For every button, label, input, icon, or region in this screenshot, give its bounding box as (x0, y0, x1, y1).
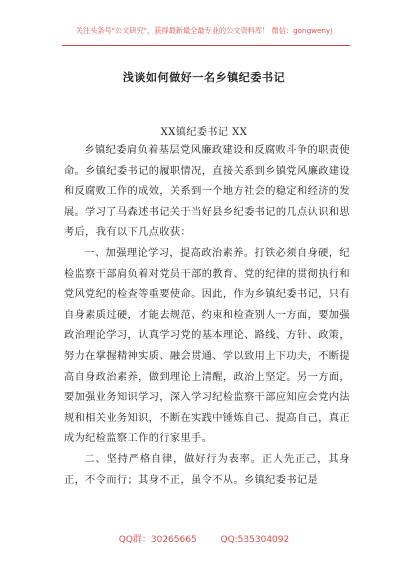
author-line: XX镇纪委书记 XX (160, 127, 248, 138)
document-body (64, 141, 350, 491)
header-banner: 关注头条号"公文研究"，获得最新最全最专业的公文资料库！ 微信：gongwenyj (75, 26, 333, 35)
footer-qq: QQ:535304092 (220, 535, 290, 545)
header-divider (62, 45, 350, 46)
body-paragraph: 乡镇纪委肩负着基层党风廉政建设和反腐败斗争的职责使命。乡镇纪委书记的履职情况，直接关系到乡镇党风廉政建设和反腐败工作的成效，关系到一个地方社会的稳定和经济的发展。学习了马森述书记关于当好县乡纪委书记的几点认识和思考后，我有以下几点收获： (64, 145, 350, 239)
footer-qq-group: QQ群：30265665 (118, 535, 197, 545)
document-title: 浅谈如何做好一名乡镇纪委书记 (122, 71, 286, 84)
body-paragraph: 一、加强理论学习，提高政治素养。打铁必须自身硬，纪检监察干部肩负着对党员干部的教育、党的纪律的贯彻执行和党风党纪的检查等重要使命。因此，作为乡镇纪委书记，只有自身素质过硬，才能去规范、约束和检查别人一方面，要加强政治理论学习，认真学习党的基本理论、路线、方针、政策，努力在掌握精神实质、融会贯通、学以致用上下功夫，不断提高自身政治素养，做到理论上清醒，政治上坚定。另一方面，要加强业务知识学习，深入学习纪检监察干部应知应会党内法规和相关业务知识，不断在实践中锤炼自己、提高自己，真正成为纪检监察工作的行家里手。 (64, 247, 350, 445)
footer-contact (0, 532, 408, 545)
body-paragraph: 二、坚持严格自律，做好行为表率。正人先正己，其身正，不令而行；其身不正，虽令不从。乡镇纪委书记是 (64, 453, 350, 486)
